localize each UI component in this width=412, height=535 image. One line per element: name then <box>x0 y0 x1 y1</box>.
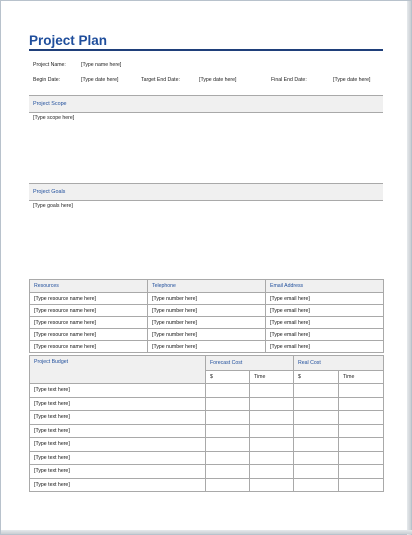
email-cell[interactable]: [Type email here] <box>266 317 384 329</box>
budget-item-cell[interactable]: [Type text here] <box>30 424 206 438</box>
resources-header-row <box>30 280 384 293</box>
real-dollar-cell[interactable] <box>294 438 339 452</box>
table-row <box>30 329 384 341</box>
project-scope-heading: Project Scope <box>33 101 67 107</box>
project-name-field[interactable]: [Type name here] <box>81 62 122 68</box>
forecast-time-cell[interactable] <box>250 397 294 411</box>
target-end-date-field[interactable]: [Type date here] <box>199 77 237 83</box>
budget-item-cell[interactable]: [Type text here] <box>30 478 206 492</box>
table-row <box>30 317 384 329</box>
forecast-dollar-cell[interactable] <box>206 438 250 452</box>
real-time-cell[interactable] <box>339 411 384 425</box>
forecast-time-cell[interactable] <box>250 424 294 438</box>
budget-item-cell[interactable]: [Type text here] <box>30 411 206 425</box>
telephone-cell[interactable]: [Type number here] <box>148 293 266 305</box>
real-dollar-cell[interactable] <box>294 397 339 411</box>
real-cost-column-header: Real Cost <box>294 356 384 371</box>
forecast-dollar-cell[interactable] <box>206 397 250 411</box>
real-time-cell[interactable] <box>339 424 384 438</box>
table-row <box>30 397 384 411</box>
page-shadow-right <box>407 1 411 535</box>
table-row <box>30 384 384 398</box>
budget-header-row <box>30 356 384 371</box>
real-time-subheader: Time <box>339 371 384 384</box>
table-row <box>30 438 384 452</box>
budget-item-cell[interactable]: [Type text here] <box>30 465 206 479</box>
forecast-dollar-subheader: $ <box>206 371 250 384</box>
resource-name-cell[interactable]: [Type resource name here] <box>30 329 148 341</box>
forecast-time-cell[interactable] <box>250 451 294 465</box>
begin-date-field[interactable]: [Type date here] <box>81 77 119 83</box>
resource-name-cell[interactable]: [Type resource name here] <box>30 305 148 317</box>
table-row <box>30 305 384 317</box>
telephone-column-header: Telephone <box>148 280 266 293</box>
real-time-cell[interactable] <box>339 397 384 411</box>
telephone-cell[interactable]: [Type number here] <box>148 329 266 341</box>
project-scope-header <box>29 95 383 113</box>
table-row <box>30 293 384 305</box>
forecast-dollar-cell[interactable] <box>206 478 250 492</box>
email-cell[interactable]: [Type email here] <box>266 329 384 341</box>
real-dollar-cell[interactable] <box>294 424 339 438</box>
forecast-time-cell[interactable] <box>250 384 294 398</box>
forecast-dollar-cell[interactable] <box>206 451 250 465</box>
telephone-cell[interactable]: [Type number here] <box>148 341 266 353</box>
forecast-cost-column-header: Forecast Cost <box>206 356 294 371</box>
email-cell[interactable]: [Type email here] <box>266 293 384 305</box>
project-goals-field[interactable]: [Type goals here] <box>33 203 73 209</box>
email-cell[interactable]: [Type email here] <box>266 341 384 353</box>
project-goals-heading: Project Goals <box>33 189 66 195</box>
table-row <box>30 478 384 492</box>
page-title: Project Plan <box>29 33 108 48</box>
forecast-dollar-cell[interactable] <box>206 384 250 398</box>
real-time-cell[interactable] <box>339 438 384 452</box>
final-end-date-field[interactable]: [Type date here] <box>333 77 371 83</box>
budget-item-cell[interactable]: [Type text here] <box>30 451 206 465</box>
forecast-time-cell[interactable] <box>250 411 294 425</box>
real-time-cell[interactable] <box>339 465 384 479</box>
real-dollar-cell[interactable] <box>294 411 339 425</box>
real-dollar-cell[interactable] <box>294 451 339 465</box>
real-dollar-cell[interactable] <box>294 478 339 492</box>
budget-item-cell[interactable]: [Type text here] <box>30 397 206 411</box>
budget-item-cell[interactable]: [Type text here] <box>30 384 206 398</box>
table-row <box>30 451 384 465</box>
forecast-dollar-cell[interactable] <box>206 411 250 425</box>
forecast-time-cell[interactable] <box>250 465 294 479</box>
telephone-cell[interactable]: [Type number here] <box>148 305 266 317</box>
real-dollar-subheader: $ <box>294 371 339 384</box>
real-time-cell[interactable] <box>339 451 384 465</box>
forecast-time-cell[interactable] <box>250 438 294 452</box>
project-goals-header <box>29 183 383 201</box>
resources-table <box>29 279 384 353</box>
table-row <box>30 411 384 425</box>
resource-name-cell[interactable]: [Type resource name here] <box>30 317 148 329</box>
forecast-dollar-cell[interactable] <box>206 424 250 438</box>
forecast-time-subheader: Time <box>250 371 294 384</box>
email-column-header: Email Address <box>266 280 384 293</box>
project-scope-field[interactable]: [Type scope here] <box>33 115 75 121</box>
forecast-dollar-cell[interactable] <box>206 465 250 479</box>
real-time-cell[interactable] <box>339 384 384 398</box>
table-row <box>30 424 384 438</box>
real-dollar-cell[interactable] <box>294 465 339 479</box>
resources-column-header: Resources <box>30 280 148 293</box>
page-shadow-bottom <box>1 530 412 534</box>
real-dollar-cell[interactable] <box>294 384 339 398</box>
budget-item-cell[interactable]: [Type text here] <box>30 438 206 452</box>
email-cell[interactable]: [Type email here] <box>266 305 384 317</box>
begin-date-label: Begin Date: <box>33 77 61 83</box>
resource-name-cell[interactable]: [Type resource name here] <box>30 293 148 305</box>
target-end-date-label: Target End Date: <box>141 77 180 83</box>
forecast-time-cell[interactable] <box>250 478 294 492</box>
project-budget-column-header: Project Budget <box>30 356 206 384</box>
real-time-cell[interactable] <box>339 478 384 492</box>
final-end-date-label: Final End Date: <box>271 77 307 83</box>
telephone-cell[interactable]: [Type number here] <box>148 317 266 329</box>
title-underline <box>29 49 383 51</box>
budget-table <box>29 355 384 492</box>
project-name-label: Project Name: <box>33 62 66 68</box>
table-row <box>30 465 384 479</box>
resource-name-cell[interactable]: [Type resource name here] <box>30 341 148 353</box>
table-row <box>30 341 384 353</box>
